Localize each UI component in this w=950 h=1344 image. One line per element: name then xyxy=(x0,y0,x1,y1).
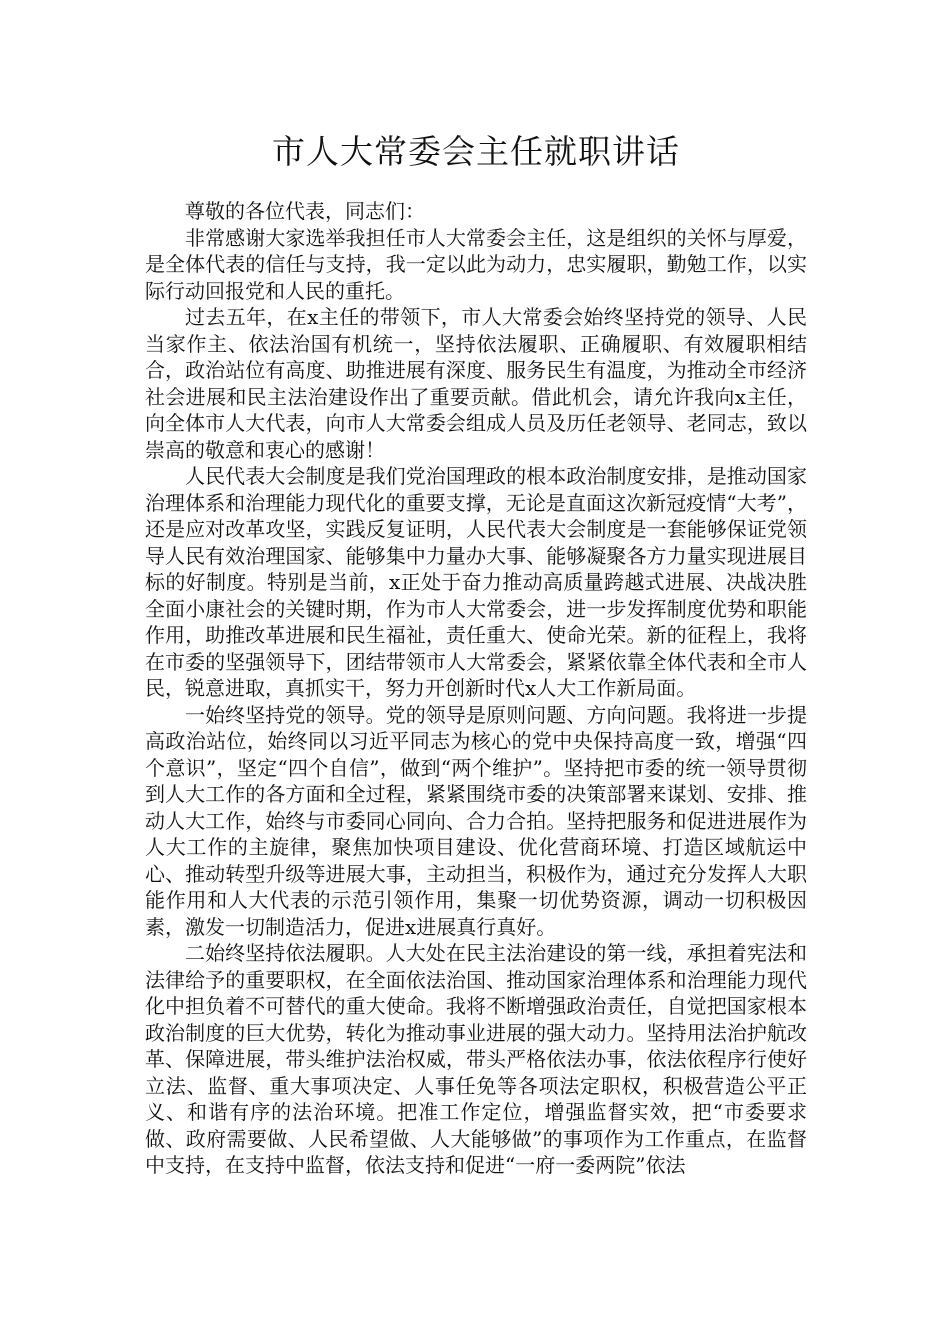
document-title: 市人大常委会主任就职讲话 xyxy=(272,132,680,171)
paragraph-thanks: 非常感谢大家选举我担任市人大常委会主任，这是组织的关怀与厚爱，是全体代表的信任与支持，我一定以此为动力，忠实履职，勤勉工作，以实际行动回报党和人民的重托。 xyxy=(145,225,807,303)
paragraph-lawful-duties: 二始终坚持依法履职。人大处在民主法治建设的第一线，承担着宪法和法律给予的重要职权，在全面依法治国、推动国家治理体系和治理能力现代化中担负着不可替代的重大使命。我将不断增强政治责任，自觉把国家根本政治制度的巨大优势，转化为推动事业进展的强大动力。坚持用法治护航改革、保障进展，带头维护法治权威，带头严格依法办事，依法依程序行使好立法、监督、重大事项决定、人事任免等各项法定职权，积极营造公平正义、和谐有序的法治环境。把准工作定位，增强监督实效，把“市委要求做、政府需要做、人民希望做、人大能够做”的事项作为工作重点，在监督中支持，在支持中监督，依法支持和促进“一府一委两院”依法 xyxy=(145,941,807,1177)
paragraph-congress-system: 人民代表大会制度是我们党治国理政的根本政治制度安排，是推动国家治理体系和治理能力现代化的重要支撑，无论是直面这次新冠疫情“大考”，还是应对改革攻坚，实践反复证明，人民代表大会制度是一套能够保证党领导人民有效治理国家、能够集中力量办大事、能够凝聚各方力量实现进展目标的好制度。特别是当前，x正处于奋力推动高质量跨越式进展、决战决胜全面小康社会的关键时期，作为市人大常委会，进一步发挥制度优势和职能作用，助推改革进展和民生福祉，责任重大、使命光荣。新的征程上，我将在市委的坚强领导下，团结带领市人大常委会，紧紧依靠全体代表和全市人民，锐意进取，真抓实干，努力开创新时代x人大工作新局面。 xyxy=(145,464,807,700)
paragraph-party-leadership: 一始终坚持党的领导。党的领导是原则问题、方向问题。我将进一步提高政治站位，始终同以习近平同志为核心的党中央保持高度一致，增强“四个意识”，坚定“四个自信”，做到“两个维护”。坚持把市委的统一领导贯彻到人大工作的各方面和全过程，紧紧围绕市委的决策部署来谋划、安排、推动人大工作，始终与市委同心同向、合力合拍。坚持把服务和促进进展作为人大工作的主旋律，聚焦加快项目建设、优化营商环境、打造区域航运中心、推动转型升级等进展大事，主动担当，积极作为，通过充分发挥人大职能作用和人大代表的示范引领作用，集聚一切优势资源，调动一切积极因素，激发一切制造活力，促进x进展真行真好。 xyxy=(145,702,807,939)
paragraph-past-five-years: 过去五年，在x主任的带领下，市人大常委会始终坚持党的领导、人民当家作主、依法治国有机统一，坚持依法履职、正确履职、有效履职相结合，政治站位有高度、助推进展有深度、服务民生有温度，为推动全市经济社会进展和民主法治建设作出了重要贡献。借此机会，请允许我向x主任，向全体市人大代表，向市人大常委会组成人员及历任老领导、老同志，致以崇高的敬意和衷心的感谢！ xyxy=(145,305,807,462)
document-page xyxy=(145,0,807,1179)
paragraph-salutation: 尊敬的各位代表，同志们： xyxy=(185,199,425,223)
document-body xyxy=(145,198,807,1179)
